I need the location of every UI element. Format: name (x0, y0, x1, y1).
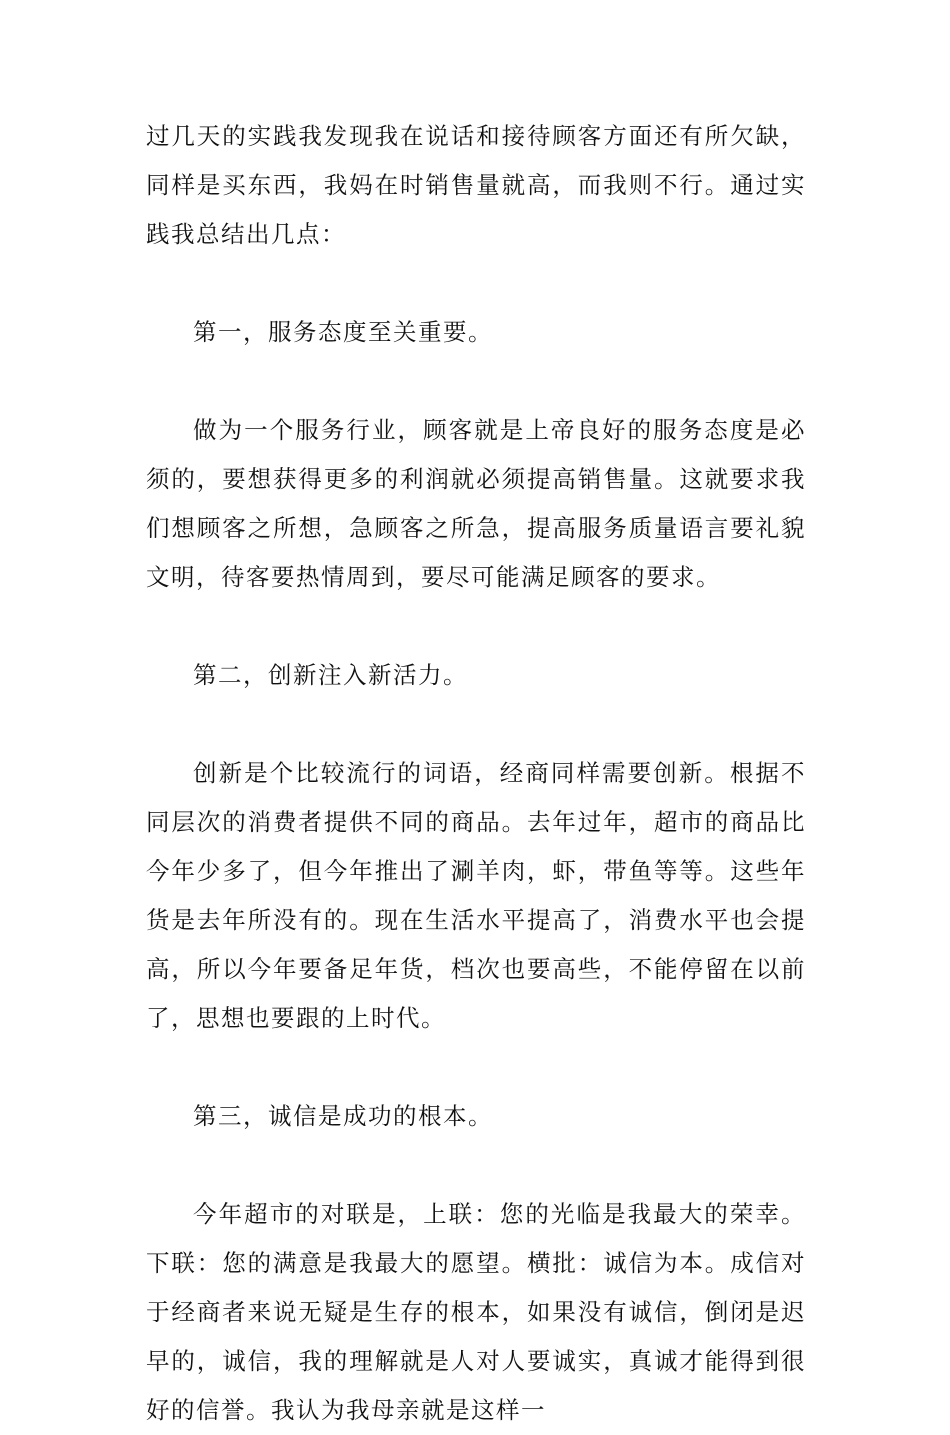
paragraph-4: 今年超市的对联是，上联：您的光临是我最大的荣幸。下联：您的满意是我最大的愿望。横批：诚信为本。成信对于经商者来说无疑是生存的根本，如果没有诚信，倒闭是迟早的，诚信，我的理解就是人对人要诚实，真诚才能得到很好的信誉。我认为我母亲就是这样一 (146, 1200, 806, 1424)
document-body (146, 112, 806, 1435)
paragraph-2: 做为一个服务行业，顾客就是上帝良好的服务态度是必须的，要想获得更多的利润就必须提高销售量。这就要求我们想顾客之所想，急顾客之所急，提高服务质量语言要礼貌文明，待客要热情周到，要尽可能满足顾客的要求。 (146, 416, 806, 591)
paragraph-1: 过几天的实践我发现我在说话和接待顾客方面还有所欠缺，同样是买东西，我妈在时销售量就高，而我则不行。通过实践我总结出几点： (146, 122, 806, 248)
heading-point-1: 第一，服务态度至关重要。 (193, 318, 493, 346)
paragraph-3: 创新是个比较流行的词语，经商同样需要创新。根据不同层次的消费者提供不同的商品。去年过年，超市的商品比今年少多了，但今年推出了涮羊肉，虾，带鱼等等。这些年货是去年所没有的。现在生活水平提高了，消费水平也会提高，所以今年要备足年货，档次也要高些，不能停留在以前了，思想也要跟的上时代。 (146, 759, 806, 1032)
heading-point-3: 第三，诚信是成功的根本。 (193, 1102, 493, 1130)
heading-point-2: 第二，创新注入新活力。 (193, 661, 468, 689)
